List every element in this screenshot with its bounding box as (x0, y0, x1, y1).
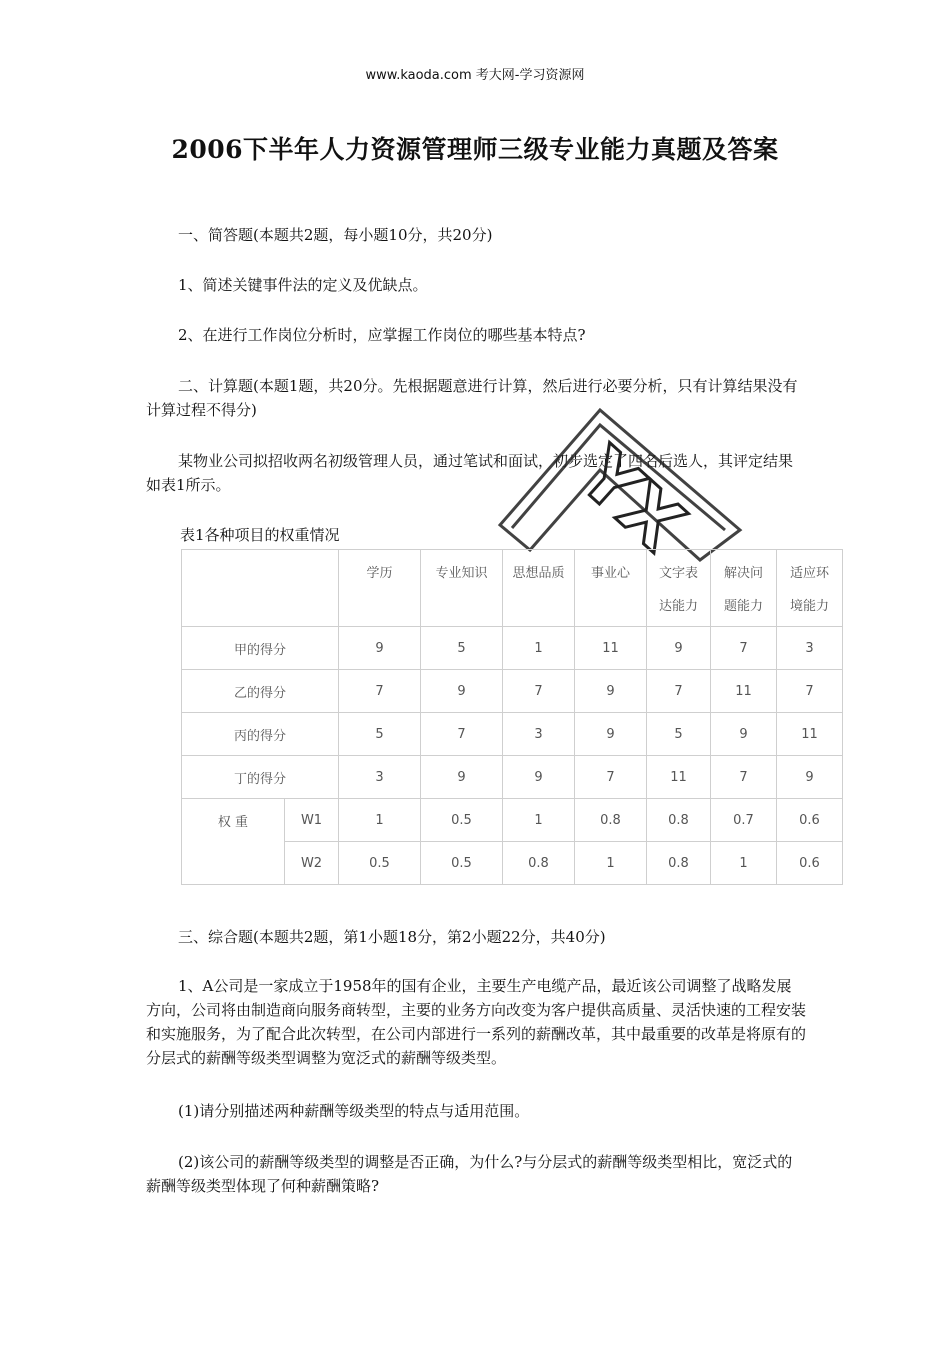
table-cell: 9 (777, 756, 843, 799)
case-description: 1、A公司是一家成立于1958年的国有企业，主要生产电缆产品，最近该公司调整了战略发展方向，公司将由制造商向服务商转型，主要的业务方向改变为客户提供高质量、灵活快速的工程安装和实施服务，为了配合此次转型，在公司内部进行一系列的薪酬改革，其中最重要的改革是将原有的分层式的薪酬等级类型调整为宽泛式的薪酬等级类型。 (146, 977, 807, 1067)
table-cell: 7 (777, 670, 843, 713)
weight-row (182, 799, 843, 842)
table-cell: 0.8 (503, 842, 575, 885)
table-cell: 3 (339, 756, 421, 799)
table-row (182, 756, 843, 799)
table-cell: 11 (575, 627, 647, 670)
table-cell: 9 (575, 713, 647, 756)
table-cell: 0.8 (647, 842, 711, 885)
table-cell: 9 (647, 627, 711, 670)
table-cell: 3 (777, 627, 843, 670)
table-header-row (182, 550, 843, 627)
table-cell: 1 (339, 799, 421, 842)
table-cell: 7 (711, 756, 777, 799)
section-2-heading: 二、计算题(本题1题，共20分。先根据题意进行计算，然后进行必要分析，只有计算结果没有计算过程不得分) (146, 377, 798, 419)
table-cell: 7 (339, 670, 421, 713)
table-cell: 0.6 (777, 799, 843, 842)
weight-label: 权 重 (182, 799, 285, 885)
table-cell: 7 (647, 670, 711, 713)
page-title: 2006下半年人力资源管理师三级专业能力真题及答案 (171, 135, 779, 164)
site-header: www.kaoda.com 考大网-学习资源网 (365, 68, 585, 83)
section-3-heading: 三、综合题(本题共2题，第1小题18分，第2小题22分，共40分) (178, 928, 606, 946)
weight-row-label: W1 (285, 799, 339, 842)
column-header: 思想品质 (503, 550, 575, 627)
table-cell: 9 (503, 756, 575, 799)
row-label: 乙的得分 (182, 670, 339, 713)
table-row (182, 627, 843, 670)
table-cell: 5 (421, 627, 503, 670)
weight-row-label: W2 (285, 842, 339, 885)
table-cell: 11 (647, 756, 711, 799)
column-header: 专业知识 (421, 550, 503, 627)
table-cell: 1 (503, 799, 575, 842)
table-cell: 9 (575, 670, 647, 713)
table-cell: 7 (711, 627, 777, 670)
table-corner-cell (182, 550, 339, 627)
question-2: 2、在进行工作岗位分析时，应掌握工作岗位的哪些基本特点? (178, 326, 586, 344)
table-cell: 1 (575, 842, 647, 885)
table-cell: 0.5 (421, 799, 503, 842)
section-1-heading: 一、简答题(本题共2题，每小题10分，共20分) (178, 226, 493, 244)
column-header: 解决问 题能力 (711, 550, 777, 627)
watermark-text: YX (563, 432, 700, 567)
table-cell: 7 (503, 670, 575, 713)
table-cell: 5 (647, 713, 711, 756)
row-label: 丙的得分 (182, 713, 339, 756)
table-cell: 7 (421, 713, 503, 756)
table-cell: 9 (339, 627, 421, 670)
table-cell: 1 (503, 627, 575, 670)
table-cell: 11 (711, 670, 777, 713)
table-cell: 9 (421, 670, 503, 713)
table-cell: 0.8 (647, 799, 711, 842)
column-header: 学历 (339, 550, 421, 627)
calculation-description: 某物业公司拟招收两名初级管理人员，通过笔试和面试，初步选定了四名后选人，其评定结果如表1所示。 (146, 452, 794, 494)
table-cell: 9 (421, 756, 503, 799)
question-1: 1、简述关键事件法的定义及优缺点。 (178, 276, 428, 294)
table-cell: 0.6 (777, 842, 843, 885)
row-label: 甲的得分 (182, 627, 339, 670)
table-cell: 0.5 (421, 842, 503, 885)
table-cell: 9 (711, 713, 777, 756)
table-row (182, 670, 843, 713)
weight-table (181, 549, 843, 885)
table-cell: 3 (503, 713, 575, 756)
table-cell: 1 (711, 842, 777, 885)
sub-question-1: (1)请分别描述两种薪酬等级类型的特点与适用范围。 (178, 1102, 530, 1120)
table-cell: 5 (339, 713, 421, 756)
table-caption: 表1各种项目的权重情况 (180, 526, 340, 544)
table-cell: 0.8 (575, 799, 647, 842)
table-cell: 11 (777, 713, 843, 756)
table-row (182, 713, 843, 756)
column-header: 事业心 (575, 550, 647, 627)
column-header: 文字表 达能力 (647, 550, 711, 627)
table-cell: 0.5 (339, 842, 421, 885)
table-cell: 0.7 (711, 799, 777, 842)
column-header: 适应环 境能力 (777, 550, 843, 627)
sub-question-2: (2)该公司的薪酬等级类型的调整是否正确，为什么?与分层式的薪酬等级类型相比，宽泛式的薪酬等级类型体现了何种薪酬策略? (146, 1153, 793, 1195)
row-label: 丁的得分 (182, 756, 339, 799)
table-cell: 7 (575, 756, 647, 799)
